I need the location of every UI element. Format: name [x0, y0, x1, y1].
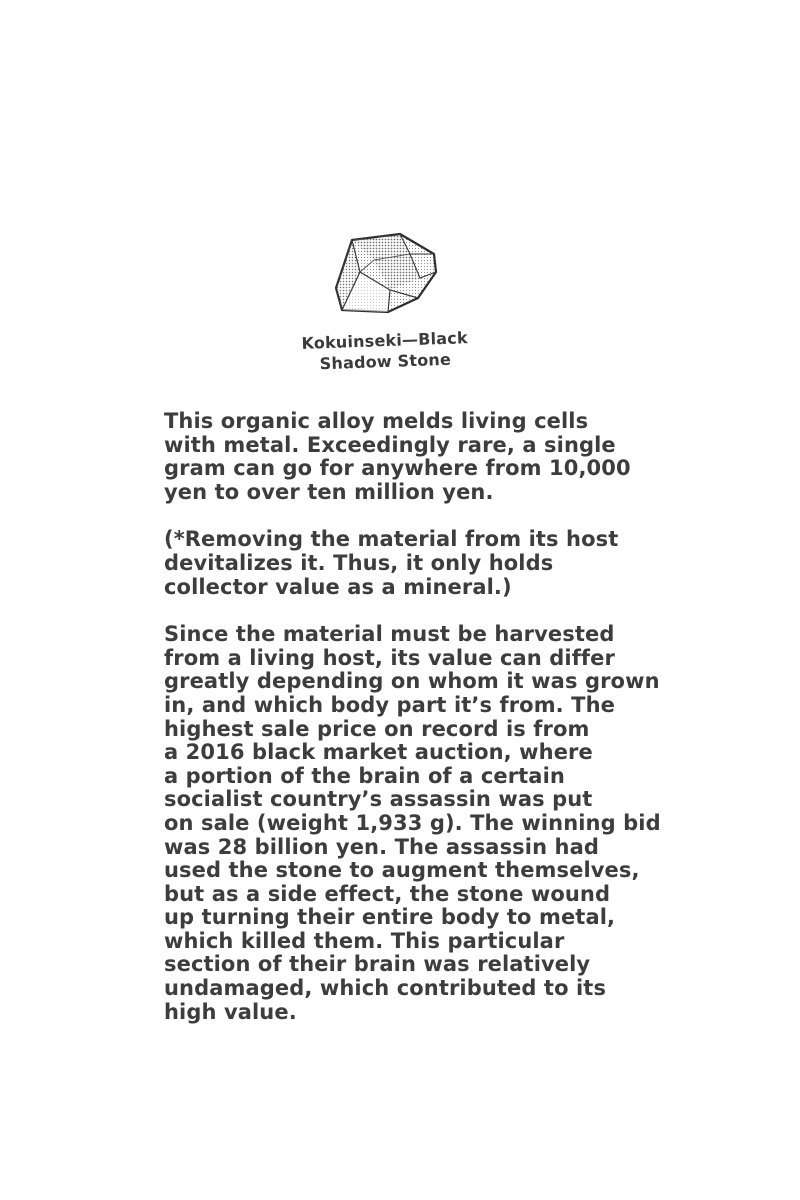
text-line: collector value as a mineral.)	[164, 574, 512, 599]
text-line: (*Removing the material from its host	[164, 527, 619, 552]
stone-icon	[330, 232, 442, 322]
paragraph-note	[164, 528, 654, 599]
text-line: which killed them. This particular	[164, 928, 565, 953]
text-line: highest sale price on record is from	[164, 716, 590, 741]
stone-caption	[269, 326, 500, 376]
paragraph-history	[164, 622, 661, 1024]
text-line: but as a side effect, the stone wound	[164, 881, 611, 906]
text-line: section of their brain was relatively	[164, 952, 591, 977]
text-line: from a living host, its value can differ	[164, 645, 615, 670]
caption-line: Kokuinseki—Black	[301, 328, 469, 353]
description-text	[164, 409, 661, 1048]
text-line: devitalizes it. Thus, it only holds	[164, 550, 554, 575]
text-line: greatly depending on whom it was grown	[164, 669, 660, 694]
text-line: socialist country’s assassin was put	[164, 787, 593, 812]
caption-line: Shadow Stone	[319, 349, 452, 374]
text-line: undamaged, which contributed to its	[164, 976, 607, 1001]
paragraph-definition	[164, 410, 654, 504]
text-line: in, and which body part it’s from. The	[164, 692, 615, 717]
text-line: Since the material must be harvested	[164, 622, 615, 647]
text-line: high value.	[164, 999, 297, 1024]
text-line: This organic alloy melds living cells	[164, 409, 589, 433]
text-line: was 28 billion yen. The assassin had	[164, 834, 599, 859]
text-line: yen to over ten million yen.	[164, 479, 494, 504]
text-line: used the stone to augment themselves,	[164, 858, 640, 883]
text-line: a portion of the brain of a certain	[164, 763, 565, 788]
text-line: gram can go for anywhere from 10,000	[164, 456, 631, 481]
text-line: with metal. Exceedingly rare, a single	[164, 432, 616, 457]
text-line: up turning their entire body to metal,	[164, 905, 616, 930]
text-line: on sale (weight 1,933 g). The winning bid	[164, 810, 661, 835]
text-line: a 2016 black market auction, where	[164, 740, 593, 765]
